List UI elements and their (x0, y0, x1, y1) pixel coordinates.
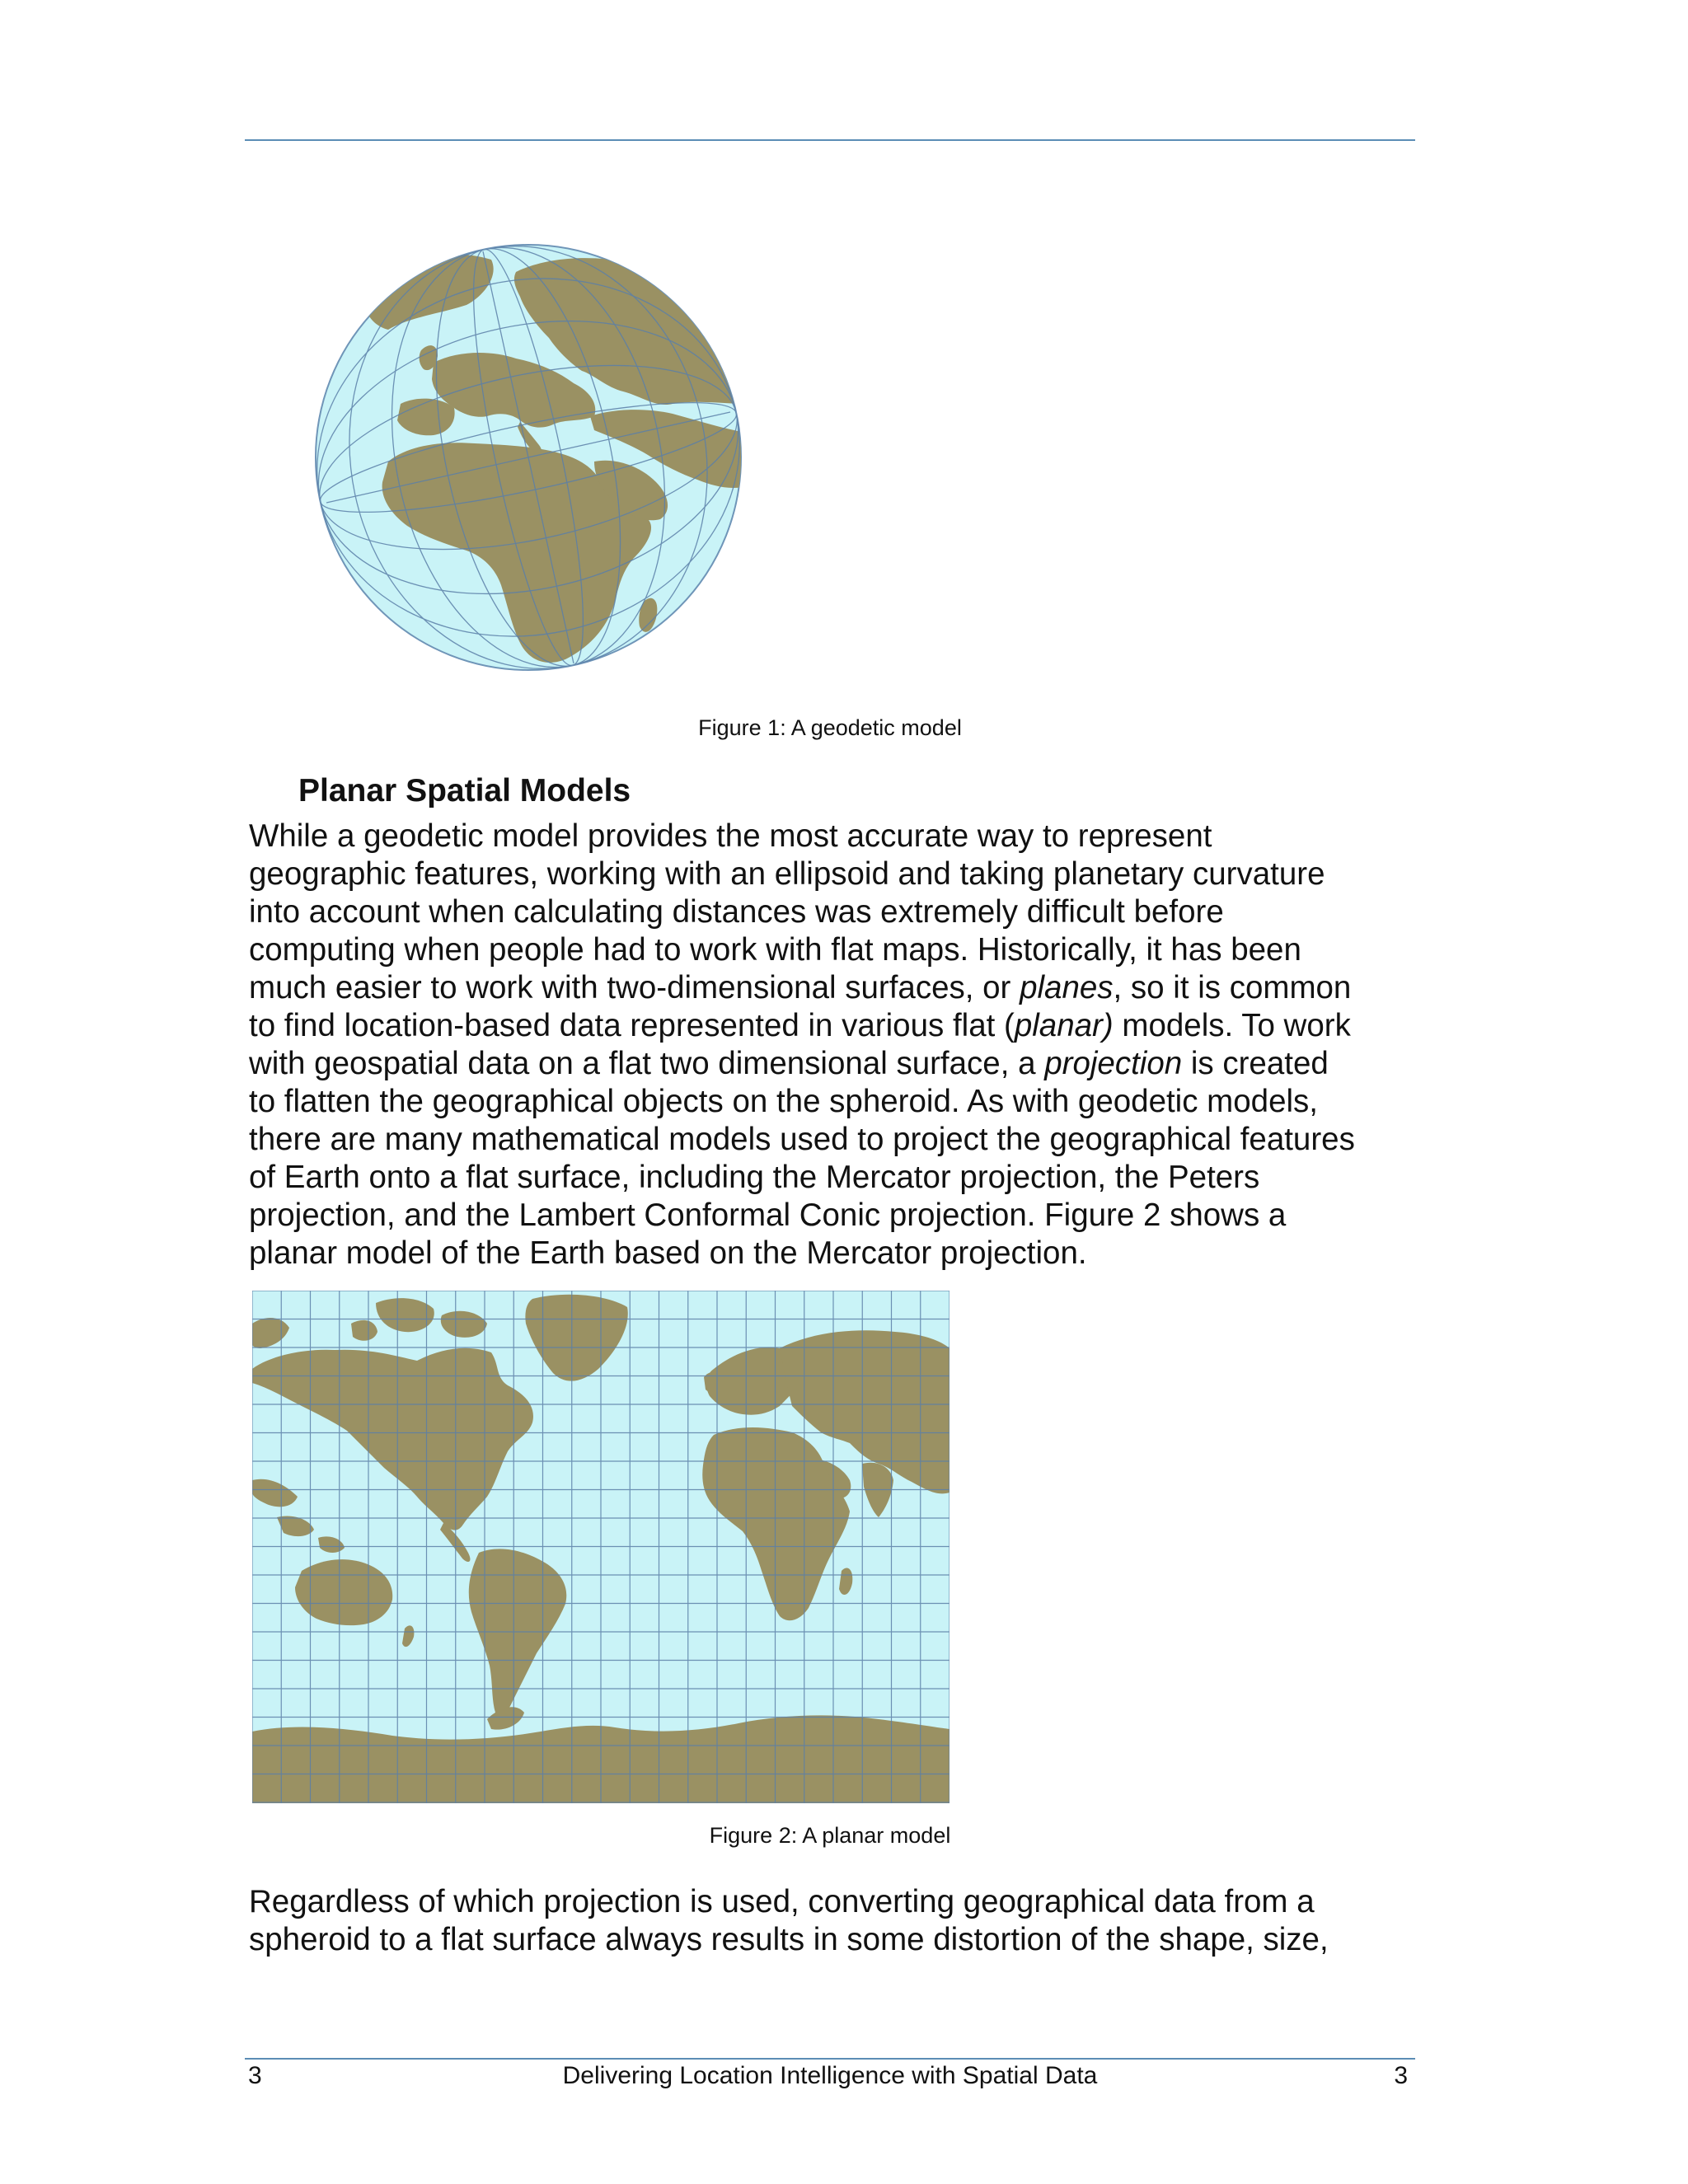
paragraph-1 (249, 818, 1419, 1272)
paragraph-2 (249, 1883, 1419, 1959)
text-line: to find location-based data represented in various flat (planar) models. To work (249, 1008, 1351, 1043)
footer-page-number-right: 3 (1394, 2062, 1408, 2089)
text-line: planar model of the Earth based on the Mercator projection. (249, 1235, 1087, 1271)
text-line: of Earth onto a flat surface, including the Mercator projection, the Peters (249, 1160, 1260, 1195)
figure1-caption: Figure 1: A geodetic model (698, 715, 962, 740)
footer-rule (245, 2058, 1415, 2060)
figure2-caption: Figure 2: A planar model (709, 1823, 951, 1848)
text-line: projection, and the Lambert Conformal Conic projection. Figure 2 shows a (249, 1197, 1287, 1233)
text-line: Regardless of which projection is used, converting geographical data from a (249, 1884, 1315, 1919)
section-heading: Planar Spatial Models (298, 773, 631, 808)
globe-figure (310, 239, 747, 676)
text-line: with geospatial data on a flat two dimensional surface, a projection is created (249, 1046, 1329, 1081)
text-line: geographic features, working with an ellipsoid and taking planetary curvature (249, 856, 1325, 892)
text-line: much easier to work with two-dimensional surfaces, or planes, so it is common (249, 970, 1352, 1005)
text-line: spheroid to a flat surface always results in some distortion of the shape, size, (249, 1922, 1329, 1957)
text-line: there are many mathematical models used to project the geographical features (249, 1122, 1355, 1157)
text-line: into account when calculating distances was extremely difficult before (249, 894, 1224, 930)
mercator-map-figure (252, 1291, 950, 1803)
text-line: to flatten the geographical objects on the spheroid. As with geodetic models, (249, 1084, 1318, 1119)
footer-title: Delivering Location Intelligence with Spatial Data (562, 2062, 1098, 2089)
footer-page-number-left: 3 (248, 2062, 262, 2089)
header-rule (245, 139, 1415, 141)
text-line: While a geodetic model provides the most accurate way to represent (249, 818, 1212, 854)
text-line: computing when people had to work with flat maps. Historically, it has been (249, 932, 1301, 968)
